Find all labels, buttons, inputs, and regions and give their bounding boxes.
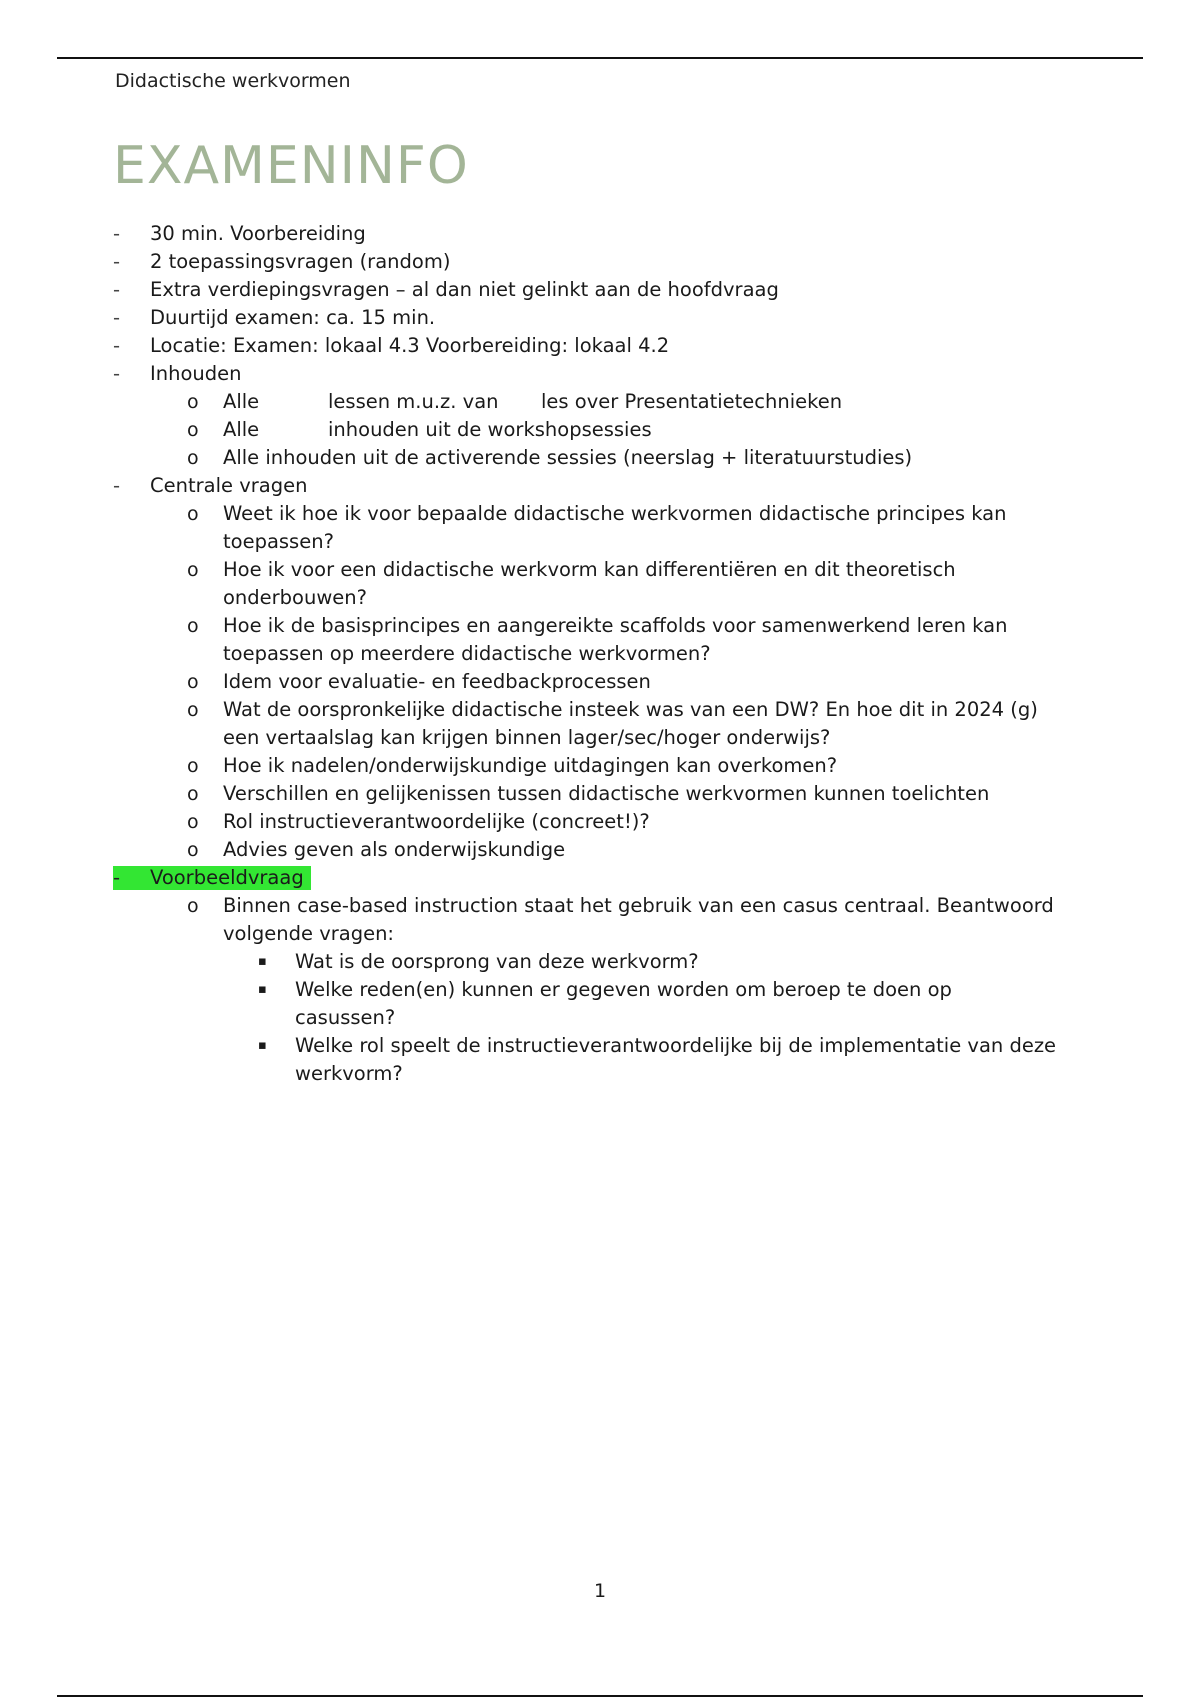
list-item-text: Wat de oorspronkelijke didactische insteek was van een DW? En hoe dit in 2024 (g) <box>223 698 1038 721</box>
list-item-text: Alle <box>223 390 260 413</box>
dash-bullet: - <box>113 474 121 497</box>
circle-bullet: o <box>187 559 199 581</box>
sub-list-item <box>0 696 1200 724</box>
list-item-continuation <box>0 1060 1200 1088</box>
dash-bullet: - <box>113 250 121 273</box>
sub-list-item <box>0 668 1200 696</box>
list-item-text: Weet ik hoe ik voor bepaalde didactische werkvormen didactische principes kan <box>223 502 1007 525</box>
page-number: 1 <box>593 1580 607 1602</box>
list-item-text: Voorbeeldvraag <box>150 866 304 889</box>
list-item-text: casussen? <box>295 1006 396 1029</box>
header-rule <box>57 57 1143 59</box>
list-item-text: Binnen case-based instruction staat het gebruik van een casus centraal. Beantwoord <box>223 894 1054 917</box>
footer-rule <box>57 1695 1143 1697</box>
circle-bullet: o <box>187 447 199 469</box>
list-item-text: onderbouwen? <box>223 586 368 609</box>
dash-bullet: - <box>113 222 121 245</box>
dash-bullet: - <box>113 334 121 357</box>
list-item-text: les over Presentatietechnieken <box>541 390 843 413</box>
sub-sub-list-item <box>0 976 1200 1004</box>
circle-bullet: o <box>187 699 199 721</box>
circle-bullet: o <box>187 615 199 637</box>
circle-bullet: o <box>187 671 199 693</box>
circle-bullet: o <box>187 811 199 833</box>
sub-list-item <box>0 892 1200 920</box>
list-item-text: Idem voor evaluatie- en feedbackprocessen <box>223 670 651 693</box>
list-item-text: een vertaalslag kan krijgen binnen lager/sec/hoger onderwijs? <box>223 726 831 749</box>
list-item-highlighted <box>0 864 1200 892</box>
list-item-text: Welke rol speelt de instructieverantwoordelijke bij de implementatie van deze <box>295 1034 1057 1057</box>
dash-bullet: - <box>113 278 121 301</box>
list-item-text: lessen m.u.z. van <box>328 390 499 413</box>
square-bullet: ▪ <box>258 982 267 997</box>
list-item-text: 2 toepassingsvragen (random) <box>150 250 451 273</box>
square-bullet: ▪ <box>258 1038 267 1053</box>
sub-sub-list-item <box>0 948 1200 976</box>
circle-bullet: o <box>187 895 199 917</box>
list-item-text: toepassen op meerdere didactische werkvormen? <box>223 642 711 665</box>
list-item-text: Verschillen en gelijkenissen tussen didactische werkvormen kunnen toelichten <box>223 782 990 805</box>
list-item-text: Centrale vragen <box>150 474 308 497</box>
sub-list-item <box>0 556 1200 584</box>
page-title: EXAMENINFO <box>113 136 469 196</box>
list-item-text: Extra verdiepingsvragen – al dan niet gelinkt aan de hoofdvraag <box>150 278 779 301</box>
running-header: Didactische werkvormen <box>115 70 351 92</box>
list-item <box>0 360 1200 388</box>
list-item-continuation <box>0 920 1200 948</box>
list-item-text: Hoe ik voor een didactische werkvorm kan differentiëren en dit theoretisch <box>223 558 956 581</box>
sub-list-item <box>0 752 1200 780</box>
circle-bullet: o <box>187 419 199 441</box>
dash-bullet: - <box>113 866 121 889</box>
list-item-text: werkvorm? <box>295 1062 403 1085</box>
list-item <box>0 248 1200 276</box>
list-item-continuation <box>0 640 1200 668</box>
dash-bullet: - <box>113 306 121 329</box>
list-item <box>0 472 1200 500</box>
sub-list-item <box>0 808 1200 836</box>
list-item <box>0 220 1200 248</box>
list-item-text: Duurtijd examen: ca. 15 min. <box>150 306 436 329</box>
list-item-text: Advies geven als onderwijskundige <box>223 838 566 861</box>
list-item-text: Alle inhouden uit de activerende sessies (neerslag + literatuurstudies) <box>223 446 913 469</box>
circle-bullet: o <box>187 755 199 777</box>
circle-bullet: o <box>187 783 199 805</box>
dash-bullet: - <box>113 362 121 385</box>
list-item <box>0 276 1200 304</box>
list-item-text: Inhouden <box>150 362 242 385</box>
circle-bullet: o <box>187 503 199 525</box>
sub-list-item <box>0 500 1200 528</box>
list-item-text: Hoe ik nadelen/onderwijskundige uitdagingen kan overkomen? <box>223 754 838 777</box>
list-item-continuation <box>0 528 1200 556</box>
list-item-text: 30 min. Voorbereiding <box>150 222 366 245</box>
list-item-continuation <box>0 724 1200 752</box>
list-item-text: Wat is de oorsprong van deze werkvorm? <box>295 950 699 973</box>
circle-bullet: o <box>187 839 199 861</box>
sub-list-item <box>0 836 1200 864</box>
list-item-text: Hoe ik de basisprincipes en aangereikte scaffolds voor samenwerkend leren kan <box>223 614 1008 637</box>
list-item-text: inhouden uit de workshopsessies <box>328 418 652 441</box>
document-body <box>0 220 1200 1088</box>
list-item-text: volgende vragen: <box>223 922 395 945</box>
list-item-text: Rol instructieverantwoordelijke (concreet!)? <box>223 810 650 833</box>
list-item-text: Welke reden(en) kunnen er gegeven worden om beroep te doen op <box>295 978 952 1001</box>
sub-list-item <box>0 780 1200 808</box>
list-item <box>0 332 1200 360</box>
square-bullet: ▪ <box>258 954 267 969</box>
sub-list-item <box>0 612 1200 640</box>
sub-list-item <box>0 388 1200 416</box>
list-item-text: toepassen? <box>223 530 334 553</box>
sub-sub-list-item <box>0 1032 1200 1060</box>
list-item-text: Locatie: Examen: lokaal 4.3 Voorbereiding: lokaal 4.2 <box>150 334 670 357</box>
list-item-text: Alle <box>223 418 260 441</box>
circle-bullet: o <box>187 391 199 413</box>
list-item <box>0 304 1200 332</box>
list-item-continuation <box>0 584 1200 612</box>
list-item-continuation <box>0 1004 1200 1032</box>
sub-list-item <box>0 444 1200 472</box>
sub-list-item <box>0 416 1200 444</box>
